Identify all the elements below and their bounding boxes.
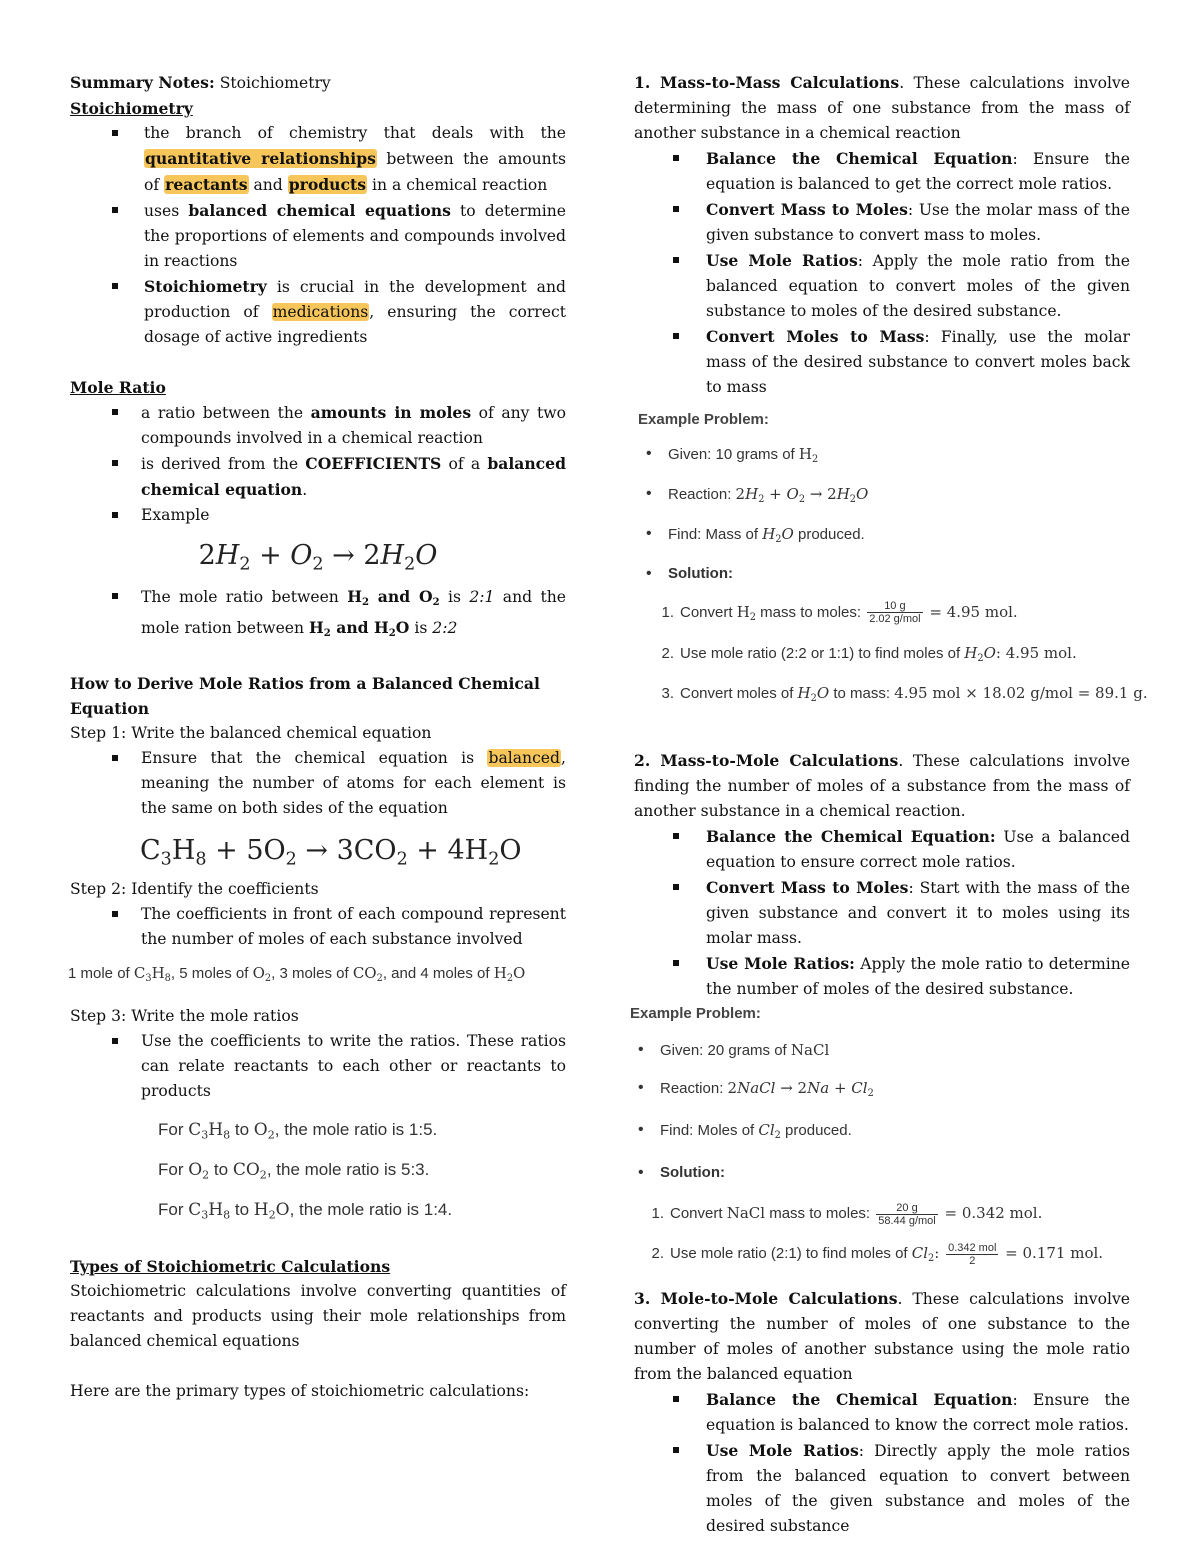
types-intro: Here are the primary types of stoichiometric calculations: (70, 1381, 530, 1400)
step-1: Step 1: Write the balanced chemical equation (70, 724, 432, 743)
list-item: • Given: 10 grams of $H_2$ (638, 444, 1198, 470)
propane-equation: $C_3H_8 + 5O_2 \to 3CO_2 + 4H_2O$ (140, 835, 522, 870)
ratio-line: For $C_3H_8$ to $H_2O$, the mole ratio is 1:4. (158, 1199, 453, 1222)
left-column (70, 70, 566, 1404)
list-item: Example (70, 503, 566, 528)
list-item: Ensure that the chemical equation is balanced, meaning the number of atoms for each element is the same on both sides of the equation (70, 746, 566, 821)
list-item: Use Mole Ratios: Apply the mole ratio from the balanced equation to convert moles of the given substance to moles of the desired substance. (634, 248, 1130, 324)
solution-step: 2. Use mole ratio (2:1) to find moles of $Cl_2$: $\frac{\text{0.342 mol}}{2}$ = 0.171 mol. (651, 1241, 1104, 1267)
section-mass-to-mole: 2. Mass-to-Mole Calculations. These calculations involve finding the number of moles of a substance from the mass of another substance in a chemical reaction. (634, 750, 1131, 820)
coefficients-line: 1 mole of $C_3H_8$, 5 moles of $O_2$, 3 moles of $CO_2$, and 4 moles of $H_2O$ (68, 964, 526, 984)
list-item: the branch of chemistry that deals with the quantitative relationships between the amounts of reactants and products in a chemical reaction (70, 121, 566, 198)
right-column (630, 70, 1148, 1539)
list-item: Stoichiometry is crucial in the development and production of medications, ensuring the correct dosage of active ingredients (70, 274, 566, 350)
solution-step: 1. Convert $H_2$ mass to moles: $\frac{10 g}{\text{2.02 g/mol}}$ = 4.95 mol. (661, 600, 1018, 626)
types-paragraph: Stoichiometric calculations involve converting quantities of reactants and products using their mole relationships from balanced chemical equations (70, 1281, 566, 1350)
list-item: • Solution: (638, 564, 1198, 584)
list-item: Convert Moles to Mass: Finally, use the molar mass of the desired substance to convert moles back to mass (634, 324, 1130, 400)
list-item: Convert Mass to Moles: Use the molar mass of the given substance to convert mass to moles. (634, 197, 1130, 248)
summary-title: Summary Notes: Stoichiometry (70, 73, 331, 92)
solution-step: 3. Convert moles of $H_2O$ to mass: 4.95 mol × 18.02 g/mol = 89.1 g. (661, 683, 1148, 704)
solution-step: 2. Use mole ratio (2:2 or 1:1) to find moles of $H_2O$: 4.95 mol. (661, 643, 1077, 664)
list-item: a ratio between the amounts in moles of any two compounds involved in a chemical reaction (70, 400, 566, 451)
example-equation: $2H_2 + O_2 \to 2H_2O$ (198, 540, 438, 575)
step-3: Step 3: Write the mole ratios (70, 1006, 299, 1025)
solution-step: 1. Convert NaCl mass to moles: $\frac{20 g}{\text{58.44 g/mol}}$ = 0.342 mol. (651, 1201, 1043, 1227)
list-item: • Given: 20 grams of NaCl (630, 1040, 1190, 1061)
stoichiometry-heading: Stoichiometry (70, 99, 193, 118)
example-problem-2: Example Problem: • Given: 20 grams of NaCl • Reaction: 2NaCl → $2Na + Cl_2$ • Find: Moles of $Cl_2$ produced. • Solution: 1. Convert NaCl mass to moles: $\frac{20 g}{\text{58.44 g/mol}}$ = 0.342 mol. 2. Use mole ratio (2:1) to find moles of $Cl_2$: $\frac{\text{0.342 mol}}{2}$ = 0.171 mol. (630, 1004, 1190, 1279)
list-item: • Reaction: 2NaCl → $2Na + Cl_2$ (630, 1078, 1190, 1104)
list-item: Use Mole Ratios: Apply the mole ratio to determine the number of moles of the desired substance. (634, 951, 1130, 1002)
mole-ratio-bullets (70, 400, 566, 528)
example-problem-1: Example Problem: • Given: 10 grams of $H_2$ • Reaction: $2H_2 + O_2 \to 2H_2O$ • Find: Mass of $H_2O$ produced. • Solution: 1. Convert $H_2$ mass to moles: $\frac{10 g}{\text{2.02 g/mol}}$ = 4.95 mol. 2. Use mole ratio (2:2 or 1:1) to find moles of $H_2O$: 4.95 mol. 3. Convert moles of $H_2O$ to mass: 4.95 mol × 18.02 g/mol = 89.1 g. (638, 410, 1198, 716)
list-item: Balance the Chemical Equation: Ensure the equation is balanced to know the correct mole ratios. (634, 1387, 1130, 1438)
list-item: The mole ratio between $H_2$ and $O_2$ is 2:1 and the mole ration between $H_2$ and $H_2O$ is 2:2 (70, 584, 566, 646)
section-mass-to-mass: 1. Mass-to-Mass Calculations. These calculations involve determining the mass of one substance from the mass of another substance in a chemical reaction (634, 73, 1130, 142)
list-item: Convert Mass to Moles: Start with the mass of the given substance and convert it to moles using its molar mass. (634, 875, 1130, 951)
list-item: • Find: Moles of $Cl_2$ produced. (630, 1120, 1190, 1146)
section-mole-to-mole: 3. Mole-to-Mole Calculations. These calculations involve converting the number of moles of one substance to the number of moles of another substance using the mole ratio from the balanced equation (634, 1289, 1130, 1384)
ratio-examples (70, 1112, 566, 1232)
ratio-line: For $O_2$ to $CO_2$, the mole ratio is 5:3. (158, 1159, 430, 1182)
list-item: • Solution: (630, 1163, 1190, 1183)
types-heading: Types of Stoichiometric Calculations (70, 1256, 391, 1276)
ratio-line: For $C_3H_8$ to $O_2$, the mole ratio is 1:5. (158, 1119, 438, 1142)
step-2: Step 2: Identify the coefficients (70, 880, 319, 899)
list-item: Use Mole Ratios: Directly apply the mole ratios from the balanced equation to convert between moles of the given substance and moles of the desired substance (634, 1438, 1130, 1539)
list-item: The coefficients in front of each compound represent the number of moles of each substance involved (70, 902, 566, 952)
derive-heading: How to Derive Mole Ratios from a Balanced Chemical Equation (70, 674, 540, 719)
list-item: is derived from the COEFFICIENTS of a balanced chemical equation. (70, 451, 566, 503)
mole-ratio-heading: Mole Ratio (70, 378, 166, 397)
list-item: Balance the Chemical Equation: Use a balanced equation to ensure correct mole ratios. (634, 824, 1130, 875)
list-item: • Find: Mass of $H_2O$ produced. (638, 524, 1198, 550)
list-item: uses balanced chemical equations to determine the proportions of elements and compounds involved in reactions (70, 198, 566, 274)
list-item: • Reaction: $2H_2 + O_2 \to 2H_2O$ (638, 484, 1198, 510)
list-item: Balance the Chemical Equation: Ensure the equation is balanced to get the correct mole ratios. (634, 146, 1130, 197)
stoichiometry-bullets (70, 121, 566, 350)
list-item: Use the coefficients to write the ratios. These ratios can relate reactants to each other or reactants to products (70, 1029, 566, 1104)
